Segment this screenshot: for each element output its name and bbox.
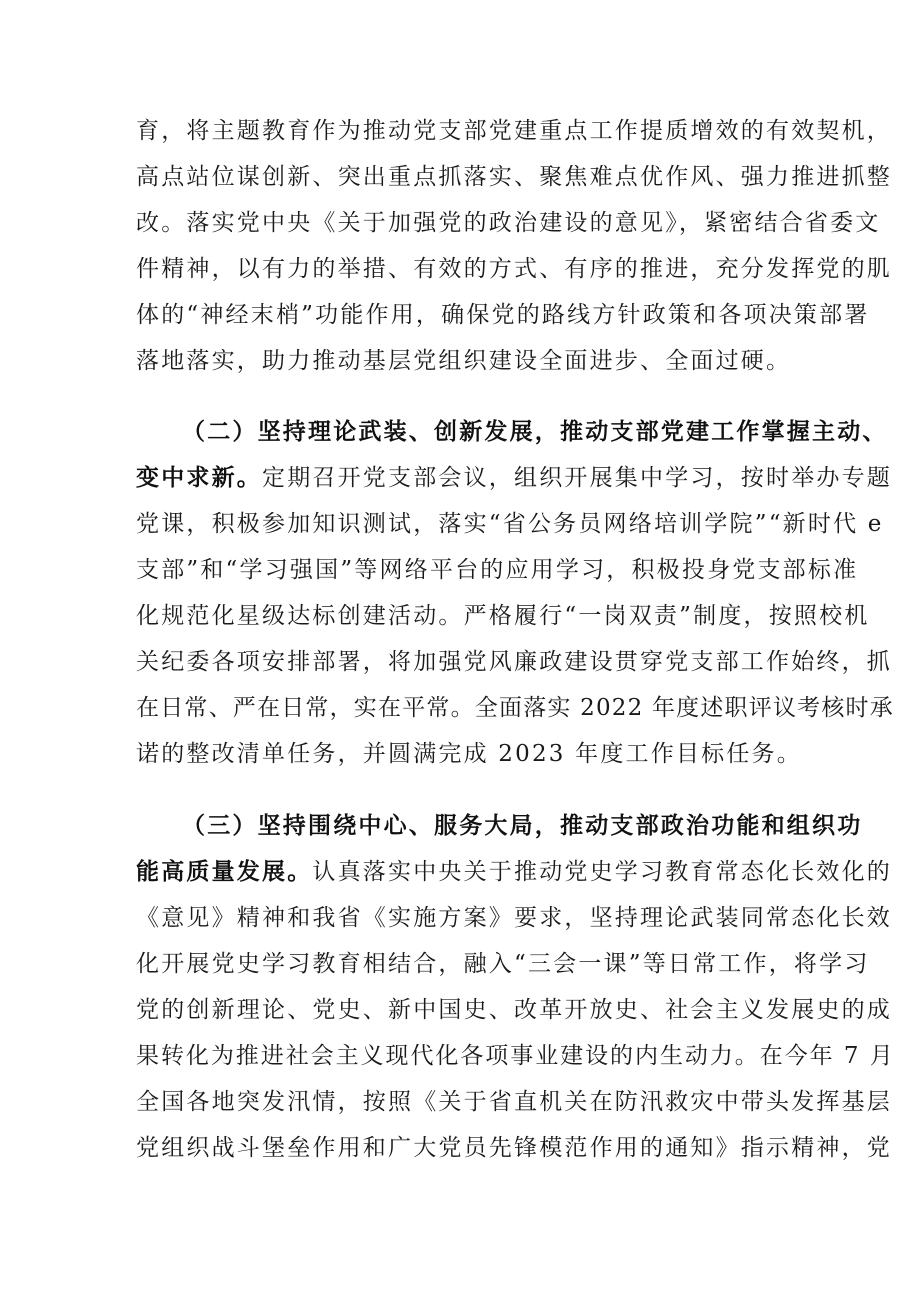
paragraph-2-line-7: 在日常、严在日常，实在平常。全面落实 2022 年度述职评议考核时承 [136, 695, 894, 721]
section-2-heading: （二）坚持理论武装、创新发展，推动支部党建工作掌握主动、 [182, 418, 888, 445]
paragraph-1-line-2: 高点站位谋创新、突出重点抓落实、聚焦难点优作风、强力推进抓整 [136, 164, 892, 190]
paragraph-1-line-4: 件精神，以有力的举措、有效的方式、有序的推进，充分发挥党的肌 [136, 256, 892, 282]
paragraph-3-line-5: 党的创新理论、党史、新中国史、改革开放史、社会主义发展史的成 [136, 997, 892, 1023]
section-3-heading-end: 能高质量发展。 [136, 858, 313, 885]
paragraph-1-line-3: 改。落实党中央《关于加强党的政治建设的意见》，紧密结合省委文 [136, 210, 881, 236]
paragraph-1-line-1: 育，将主题教育作为推动党支部党建重点工作提质增效的有效契机， [136, 118, 892, 144]
paragraph-3-line-6: 果转化为推进社会主义现代化各项事业建设的内生动力。在今年 7 月 [136, 1043, 895, 1069]
paragraph-2-line-2 [136, 458, 892, 498]
paragraph-3-line-2-text: 认真落实中央关于推动党史学习教育常态化长效化的 [312, 859, 893, 885]
paragraph-2-line-6: 关纪委各项安排部署，将加强党风廉政建设贯穿党支部工作始终，抓 [136, 649, 892, 675]
paragraph-2-line-5: 化规范化星级达标创建活动。严格履行“一岗双责”制度，按照校机 [136, 603, 870, 629]
paragraph-2-line-2-text: 定期召开党支部会议，组织开展集中学习，按时举办专题 [262, 465, 892, 491]
paragraph-1-line-5: 体的“神经末梢”功能作用，确保党的路线方针政策和各项决策部署 [136, 302, 870, 328]
paragraph-2-line-8: 诺的整改清单任务，并圆满完成 2023 年度工作目标任务。 [136, 741, 802, 767]
paragraph-3-line-8: 党组织战斗堡垒作用和广大党员先锋模范作用的通知》指示精神，党 [136, 1135, 892, 1161]
paragraph-2-line-3: 党课，积极参加知识测试，落实“省公务员网络培训学院”“新时代 e [136, 511, 884, 537]
paragraph-3-line-7: 全国各地突发汛情，按照《关于省直机关在防汛救灾中带头发挥基层 [136, 1089, 892, 1115]
section-3-heading: （三）坚持围绕中心、服务大局，推动支部政治功能和组织功 [182, 812, 863, 839]
paragraph-3-line-4: 化开展党史学习教育相结合，融入“三会一课”等日常工作，将学习 [136, 951, 870, 977]
paragraph-1-line-6: 落地落实，助力推动基层党组织建设全面进步、全面过硬。 [136, 348, 792, 374]
section-2-heading-end: 变中求新。 [136, 464, 262, 491]
paragraph-3-line-2 [136, 852, 892, 892]
paragraph-3-line-3: 《意见》精神和我省《实施方案》要求，坚持理论武装同常态化长效 [136, 905, 892, 931]
paragraph-2-line-4: 支部”和“学习强国”等网络平台的应用学习，积极投身党支部标准 [136, 557, 859, 583]
